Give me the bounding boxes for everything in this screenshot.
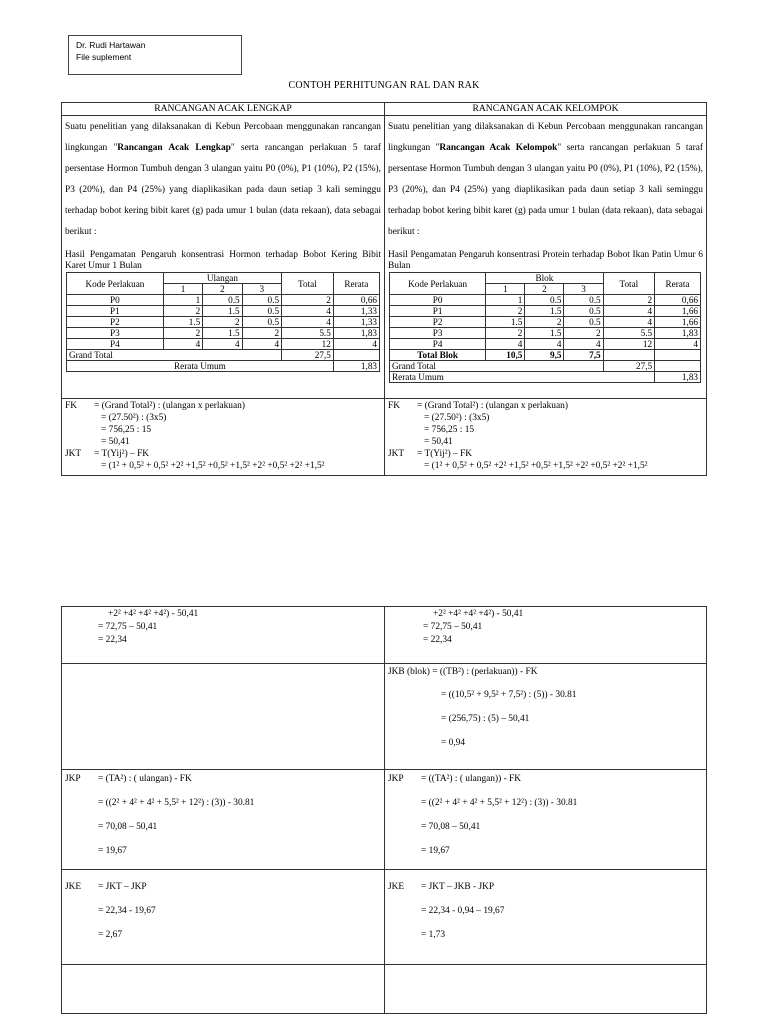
rak-jke: JKE = JKT – JKB - JKP = 22,34 - 0,94 – 19,67 = 1,73	[384, 869, 707, 965]
sub-header: 2	[203, 284, 242, 295]
col-header-group: Blok	[486, 273, 603, 284]
sub-header: 1	[163, 284, 202, 295]
grand-total-row: Grand Total 27,5	[67, 350, 380, 361]
table-row: P2 1.5 2 0.5 4 1,66	[390, 317, 701, 328]
col-header-total: Total	[282, 273, 334, 295]
col-header-group: Ulangan	[163, 273, 281, 284]
table-row: P1 2 1.5 0.5 4 1,33	[67, 306, 380, 317]
document-title: CONTOH PERHITUNGAN RAL DAN RAK	[288, 80, 480, 91]
col-header-kode: Kode Perlakuan	[390, 273, 486, 295]
ral-table	[66, 272, 380, 372]
ral-title: RANCANGAN ACAK LENGKAP	[62, 103, 384, 116]
rak-empty-bottom	[384, 964, 707, 1014]
total-blok-row: Total Blok 10,5 9,5 7,5	[390, 350, 701, 361]
table-row: P2 1.5 2 0.5 4 1,33	[67, 317, 380, 328]
rak-intro: Suatu penelitian yang dilaksanakan di Kebun Percobaan menggunakan rancangan lingkungan "Rancangan Acak Kelompok" serta rancangan perlakuan 5 taraf persentase Hormon Tumbuh dengan 3 ulangan yaitu P0 (0%), P1 (10%), P2 (15%), P3 (20%), dan P4 (25%) yang diaplikasikan pada daun setiap 3 kali seminggu terhadap bobot kering bibit karet (g) pada umur 1 bulan (data rekaan), data sebagai berikut :	[388, 122, 704, 237]
rak-column	[385, 103, 706, 475]
ral-column	[62, 103, 385, 475]
file-label: File suplement	[76, 52, 132, 62]
table-row: P3 2 1.5 2 5.5 1,83	[390, 328, 701, 339]
table-row: P4 4 4 4 12 4	[67, 339, 380, 350]
sub-header: 2	[525, 284, 564, 295]
ral-table-caption: Hasil Pengamatan Pengaruh konsentrasi Hormon terhadap Bobot Kering Bibit Karet Umur 1 Bulan	[65, 250, 381, 271]
table-row: P0 1 0.5 0.5 2 0,66	[67, 295, 380, 306]
author-name: Dr. Rudi Hartawan	[76, 40, 146, 50]
rerata-umum-row: Rerata Umum 1,83	[67, 361, 380, 372]
table-row: P1 2 1.5 0.5 4 1,66	[390, 306, 701, 317]
col-header-rerata: Rerata	[333, 273, 379, 295]
ral-jkp: JKP = (TA²) : ( ulangan) - FK = ((2² + 4² + 4² + 5,5² + 12²) : (3)) - 30.81 = 70,08 – 50,41 = 19,67	[61, 769, 385, 870]
ral-empty-cell	[61, 663, 385, 770]
table-row: P0 1 0.5 0.5 2 0,66	[390, 295, 701, 306]
ral-empty-bottom	[61, 964, 385, 1014]
ral-jke: JKE = JKT – JKP = 22,34 - 19,67 = 2,67	[61, 869, 385, 965]
ral-intro: Suatu penelitian yang dilaksanakan di Kebun Percobaan menggunakan rancangan lingkungan "Rancangan Acak Lengkap" serta rancangan perlakuan 5 taraf persentase Hormon Tumbuh dengan 3 ulangan yaitu P0 (0%), P1 (10%), P2 (15%), P3 (20%), dan P4 (25%) yang diaplikasikan pada daun setiap 3 kali seminggu terhadap bobot kering bibit karet (g) pada umur 1 bulan (data rekaan), data sebagai berikut :	[65, 122, 382, 237]
col-header-rerata: Rerata	[655, 273, 701, 295]
grand-total-row: Grand Total 27,5	[390, 361, 701, 372]
table-row: P4 4 4 4 12 4	[390, 339, 701, 350]
rak-table	[389, 272, 701, 383]
ral-fk-jkt: FK = (Grand Total²) : (ulangan x perlakuan) = (27.50²) : (3x5) = 756,25 : 15 = 50,41 JKT = T(Yij²) – FK = (1² + 0,5² + 0,5² +2² +1,5² +0,5² +1,5² +2² +0,5² +2² +1,5²	[65, 401, 325, 471]
rak-fk-jkt: FK = (Grand Total²) : (ulangan x perlakuan) = (27.50²) : (3x5) = 756,25 : 15 = 50,41 JKT = T(Yij²) – FK = (1² + 0,5² + 0,5² +2² +1,5² +0,5² +1,5² +2² +0,5² +2² +1,5²	[388, 401, 648, 471]
sub-header: 3	[242, 284, 281, 295]
rak-jkt-continued: +2² +4² +4² +4²) - 50,41 = 72,75 – 50,41 = 22,34	[384, 606, 707, 664]
col-header-kode: Kode Perlakuan	[67, 273, 164, 295]
col-header-total: Total	[603, 273, 654, 295]
rak-table-caption: Hasil Pengamatan Pengaruh konsentrasi Protein terhadap Bobot Ikan Patin Umur 6 Bulan	[388, 250, 703, 271]
rak-jkb: JKB (blok) = ((TB²) : (perlakuan)) - FK = ((10,5² + 9,5² + 7,5²) : (5)) - 30.81 = (256,75) : (5) – 50,41 = 0,94	[384, 663, 707, 770]
top-panel	[61, 102, 707, 476]
sub-header: 3	[564, 284, 603, 295]
rerata-umum-row: Rerata Umum 1,83	[390, 372, 701, 383]
sub-header: 1	[486, 284, 525, 295]
ral-jkt-continued: +2² +4² +4² +4²) - 50,41 = 72,75 – 50,41 = 22,34	[61, 606, 385, 664]
author-box	[68, 35, 242, 75]
table-row: P3 2 1.5 2 5.5 1,83	[67, 328, 380, 339]
rak-title: RANCANGAN ACAK KELOMPOK	[385, 103, 706, 116]
rak-jkp: JKP = ((TA²) : ( ulangan)) - FK = ((2² + 4² + 4² + 5,5² + 12²) : (3)) - 30.81 = 70,08 – 50,41 = 19,67	[384, 769, 707, 870]
